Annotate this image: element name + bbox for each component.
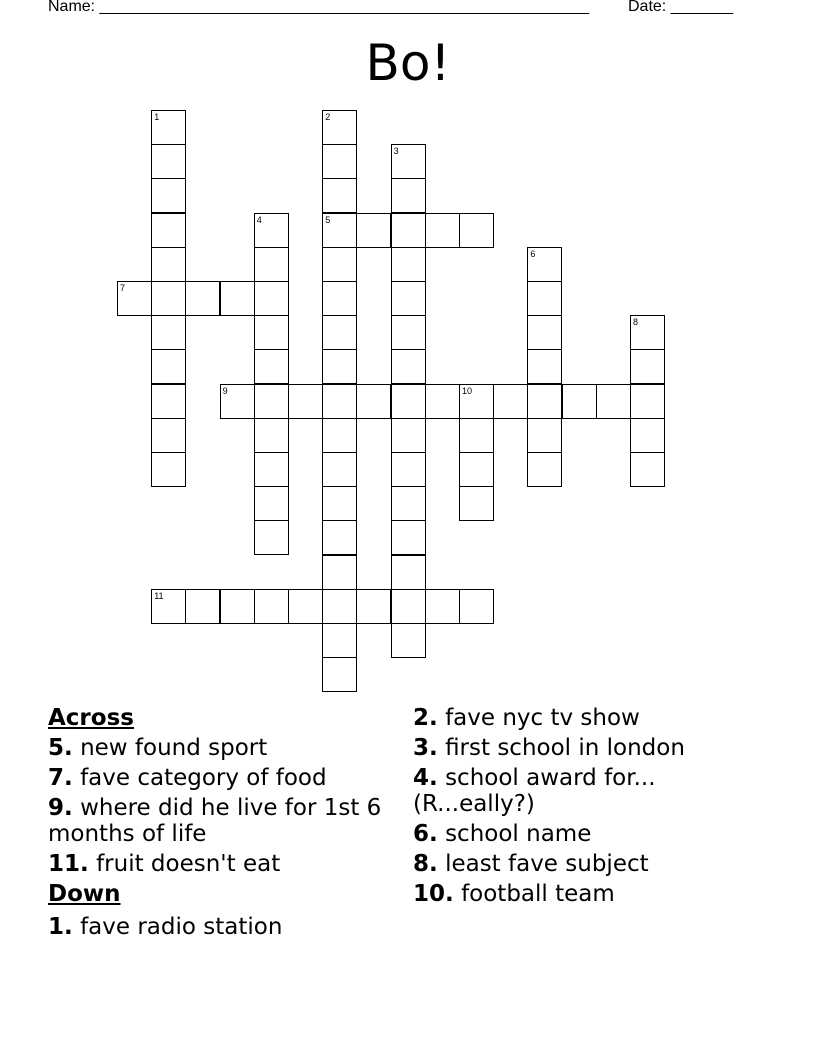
grid-cell[interactable] (527, 452, 562, 487)
clue-number: 6 (530, 248, 536, 259)
grid-cell[interactable] (459, 418, 494, 453)
grid-cell[interactable] (254, 384, 289, 419)
grid-cell[interactable] (151, 281, 186, 316)
clue-number: 11 (154, 590, 164, 601)
grid-cell[interactable] (459, 486, 494, 521)
grid-cell[interactable] (254, 281, 289, 316)
clue-down-3: 3. first school in london (413, 735, 685, 761)
grid-cell[interactable] (391, 520, 426, 555)
grid-cell[interactable] (391, 349, 426, 384)
grid-cell[interactable] (356, 589, 391, 624)
grid-cell[interactable] (220, 589, 255, 624)
grid-cell[interactable] (391, 213, 426, 248)
grid-cell[interactable] (527, 418, 562, 453)
clue-down-8: 8. least fave subject (413, 851, 649, 877)
grid-cell[interactable] (391, 623, 426, 658)
grid-cell[interactable] (630, 384, 665, 419)
clue-number: 9 (222, 385, 228, 396)
grid-cell[interactable] (322, 144, 357, 179)
grid-cell[interactable] (527, 281, 562, 316)
grid-cell[interactable] (151, 315, 186, 350)
grid-cell[interactable] (322, 589, 357, 624)
grid-cell[interactable] (391, 384, 426, 419)
grid-cell[interactable] (288, 384, 323, 419)
clue-down-4: 4. school award for... (R...eally?) (413, 765, 656, 817)
grid-cell[interactable] (185, 281, 220, 316)
grid-cell[interactable] (254, 349, 289, 384)
grid-cell[interactable] (322, 555, 357, 590)
grid-cell[interactable] (630, 452, 665, 487)
grid-cell[interactable] (356, 213, 391, 248)
grid-cell[interactable] (356, 384, 391, 419)
grid-cell[interactable] (425, 384, 460, 419)
clue-down-1: 1. fave radio station (48, 914, 283, 940)
page-title: Bo! (365, 34, 451, 92)
clue-number: 10 (462, 385, 473, 396)
clue-across-9: 9. where did he live for 1st 6 months of life (48, 795, 382, 847)
grid-cell[interactable] (630, 418, 665, 453)
clue-across-11: 11. fruit doesn't eat (48, 851, 281, 877)
grid-cell[interactable] (391, 315, 426, 350)
grid-cell[interactable] (391, 281, 426, 316)
grid-cell[interactable] (254, 589, 289, 624)
grid-cell[interactable] (254, 247, 289, 282)
grid-cell[interactable] (527, 349, 562, 384)
grid-cell[interactable] (322, 178, 357, 213)
down-heading: Down (48, 881, 121, 907)
grid-cell[interactable] (493, 384, 528, 419)
grid-cell[interactable] (322, 349, 357, 384)
grid-cell[interactable] (425, 589, 460, 624)
clue-across-5: 5. new found sport (48, 735, 268, 761)
grid-cell[interactable] (151, 452, 186, 487)
grid-cell[interactable] (391, 418, 426, 453)
grid-cell[interactable] (527, 315, 562, 350)
name-date-header (48, 0, 748, 20)
grid-cell[interactable] (220, 281, 255, 316)
grid-cell[interactable] (459, 213, 494, 248)
grid-cell[interactable] (151, 247, 186, 282)
grid-cell[interactable] (425, 213, 460, 248)
grid-cell[interactable] (151, 178, 186, 213)
grid-cell[interactable] (151, 144, 186, 179)
name-field[interactable]: Name: _______________________________________________________ (48, 0, 589, 15)
grid-cell[interactable] (391, 452, 426, 487)
clue-number: 4 (256, 214, 262, 225)
clue-column-right (413, 703, 743, 909)
grid-cell[interactable] (596, 384, 631, 419)
clue-across-7: 7. fave category of food (48, 765, 327, 791)
grid-cell[interactable] (151, 349, 186, 384)
grid-cell[interactable] (322, 384, 357, 419)
grid-cell[interactable] (254, 452, 289, 487)
grid-cell[interactable] (322, 315, 357, 350)
clue-down-2: 2. fave nyc tv show (413, 705, 640, 731)
grid-cell[interactable] (151, 418, 186, 453)
across-heading: Across (48, 705, 134, 731)
grid-cell[interactable] (288, 589, 323, 624)
clue-column-left (48, 703, 388, 942)
grid-cell[interactable] (630, 349, 665, 384)
date-field[interactable]: Date: _______ (628, 0, 733, 15)
grid-cell[interactable] (322, 520, 357, 555)
grid-cell[interactable] (562, 384, 597, 419)
grid-cell[interactable] (391, 247, 426, 282)
grid-cell[interactable] (322, 486, 357, 521)
clue-number: 3 (393, 146, 399, 157)
grid-cell[interactable] (254, 418, 289, 453)
grid-cell[interactable] (459, 589, 494, 624)
grid-cell[interactable] (322, 452, 357, 487)
grid-cell[interactable] (391, 178, 426, 213)
clue-number: 8 (633, 317, 639, 328)
grid-cell[interactable] (459, 452, 494, 487)
grid-cell[interactable] (391, 555, 426, 590)
clue-down-10: 10. football team (413, 881, 615, 907)
grid-cell[interactable] (391, 486, 426, 521)
grid-cell[interactable] (322, 418, 357, 453)
clue-number: 5 (325, 214, 331, 225)
grid-cell[interactable] (322, 281, 357, 316)
grid-cell[interactable] (322, 247, 357, 282)
clue-down-6: 6. school name (413, 821, 592, 847)
grid-cell[interactable] (185, 589, 220, 624)
grid-cell[interactable] (254, 486, 289, 521)
grid-cell[interactable] (322, 623, 357, 658)
clue-number: 1 (154, 112, 160, 122)
grid-cell[interactable] (254, 520, 289, 555)
grid-cell[interactable] (322, 657, 357, 692)
grid-cell[interactable] (151, 213, 186, 248)
grid-cell[interactable] (254, 315, 289, 350)
grid-cell[interactable] (151, 384, 186, 419)
clue-number: 7 (120, 283, 126, 293)
grid-cell[interactable] (527, 384, 562, 419)
clue-number: 2 (325, 112, 331, 122)
grid-cell[interactable] (391, 589, 426, 624)
